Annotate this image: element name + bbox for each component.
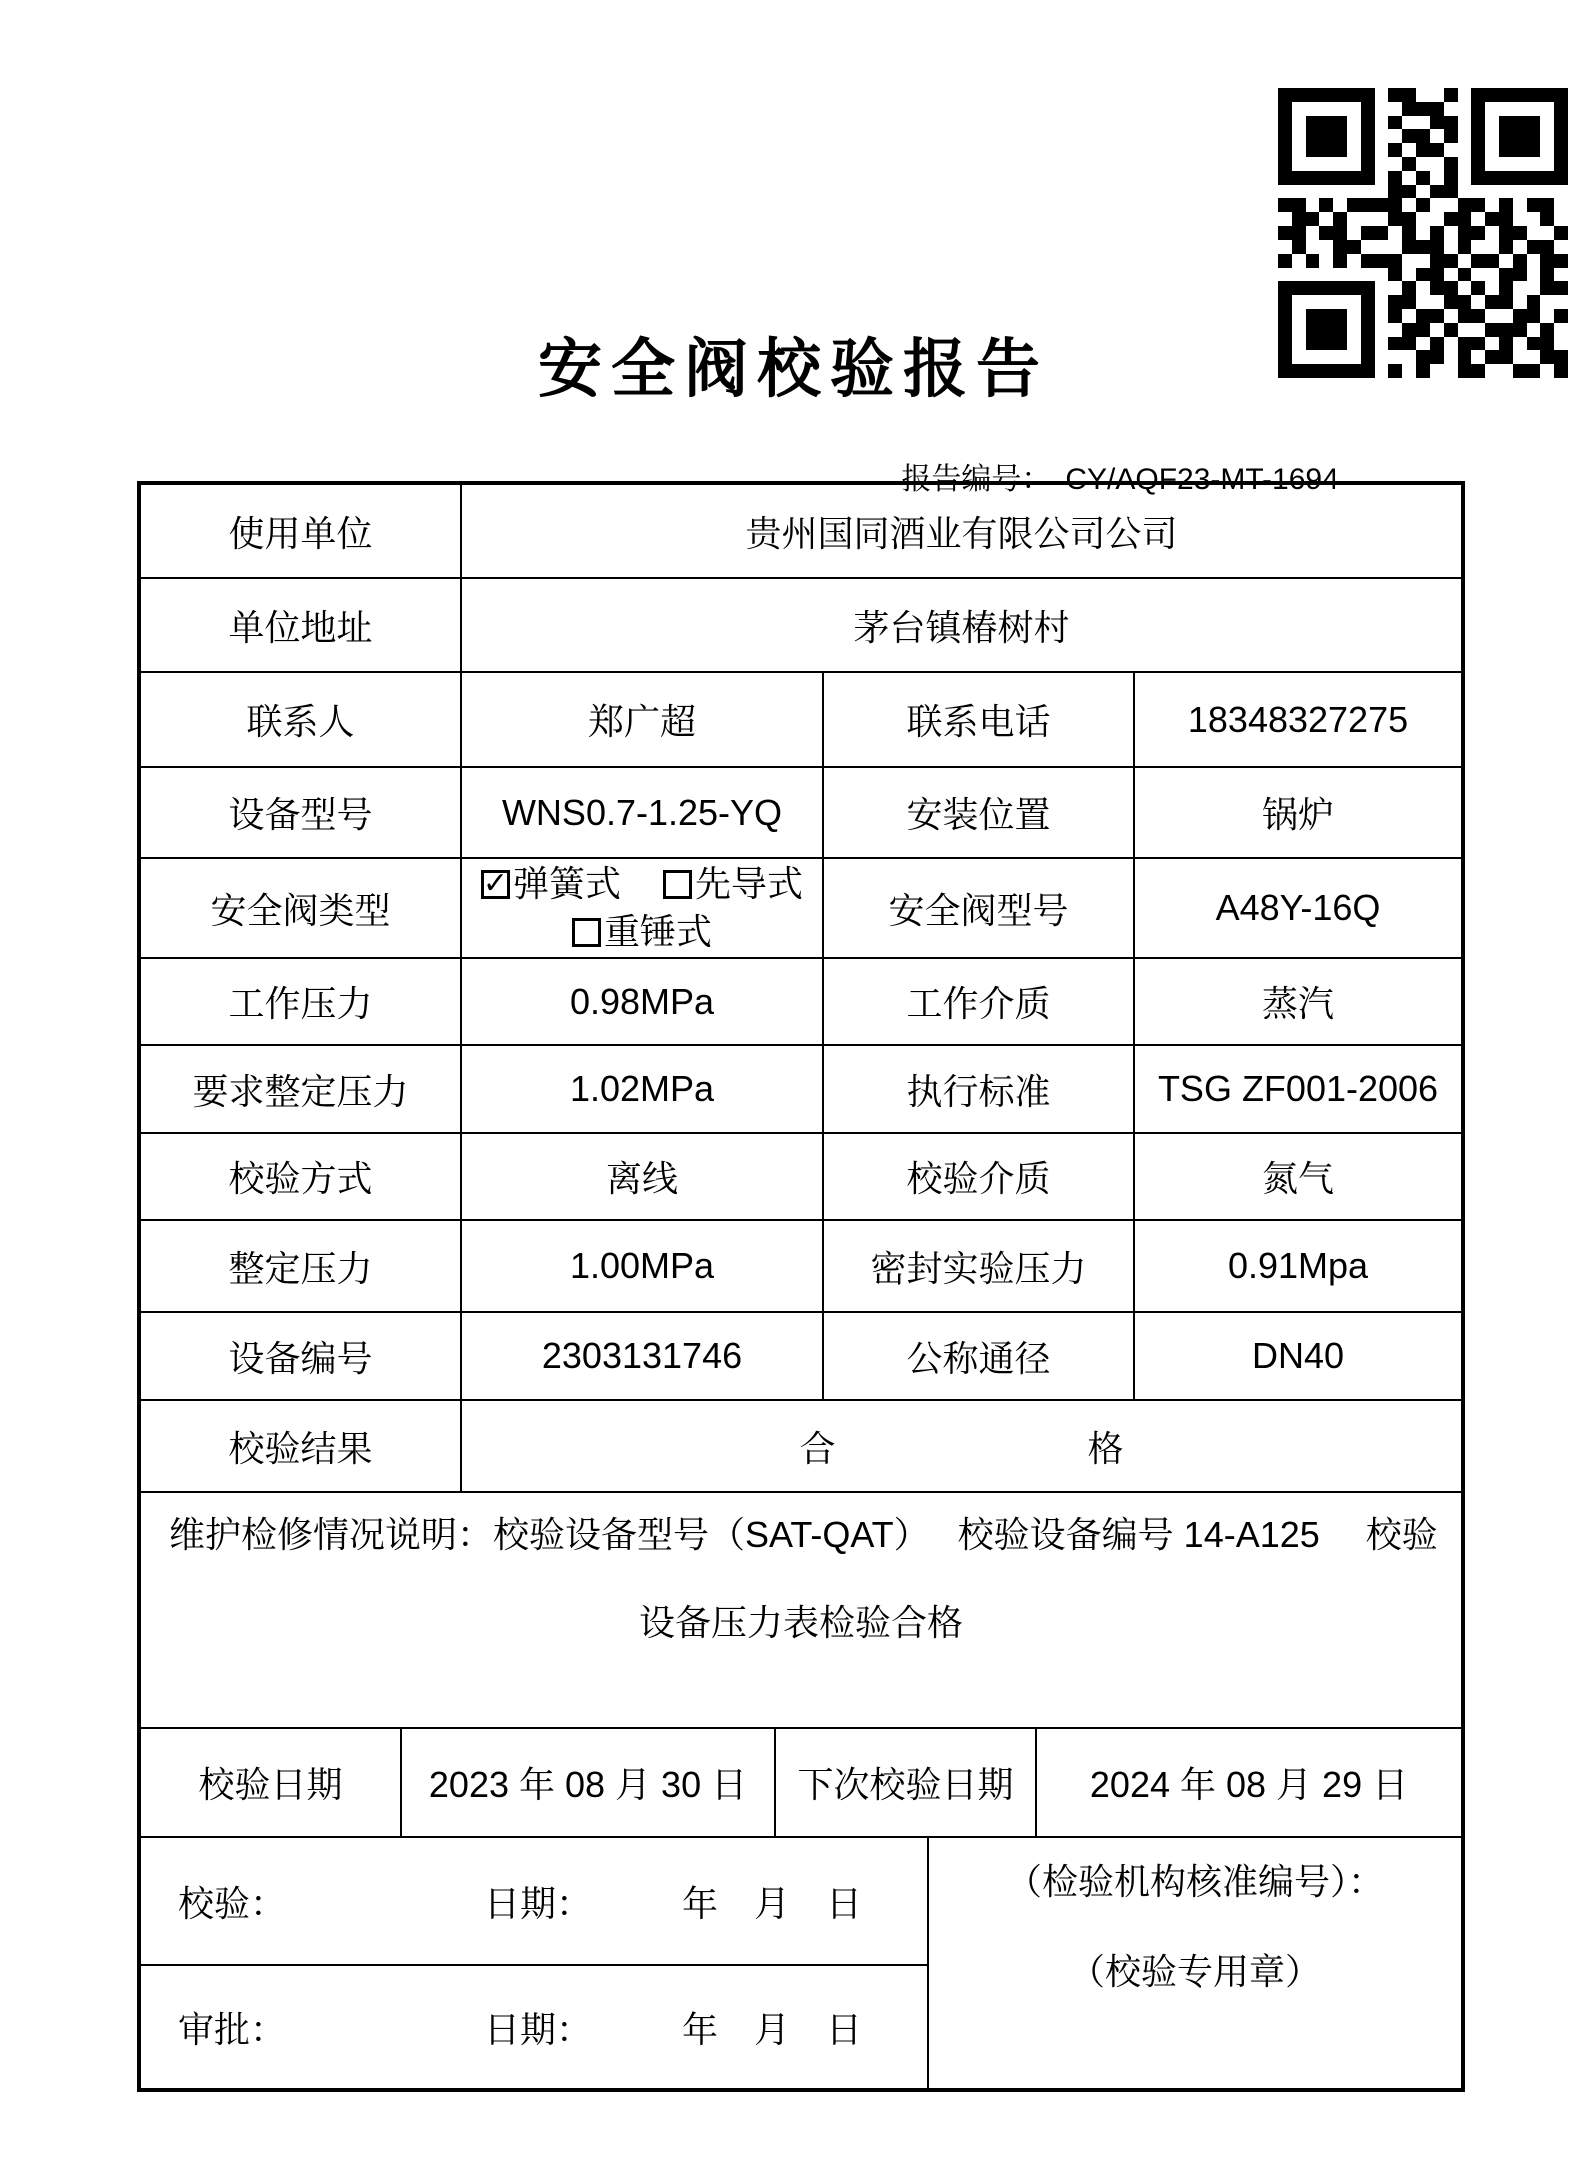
calibration-stamp-label: （校验专用章）: [1068, 1951, 1321, 1992]
report-number-value: CY/AQF23-MT-1694: [1065, 463, 1339, 496]
working-medium-value: 蒸汽: [1133, 959, 1461, 1044]
maintenance-note-line2: 设备压力表检验合格: [638, 1602, 963, 1643]
unit-address-label: 单位地址: [228, 606, 373, 648]
org-stamp-cell: [927, 1838, 1461, 2088]
equipment-model-label: 设备型号: [228, 794, 373, 835]
required-set-pressure-label: 要求整定压力: [192, 1070, 409, 1112]
maintenance-note-cell: [141, 1493, 1461, 1727]
table-row-calibration-result: [141, 1399, 1461, 1491]
table-row-calibration-method: [141, 1132, 1461, 1219]
approver-sign-row: 审批： 日期： 年 月 日: [141, 1964, 927, 2088]
equipment-number-value: 2303131746: [460, 1313, 822, 1399]
valve-model-label: 安全阀型号: [822, 859, 1133, 957]
seal-test-pressure-label: 密封实验压力: [822, 1221, 1133, 1311]
set-pressure-label: 整定压力: [228, 1247, 373, 1289]
next-calibration-date-label: 下次校验日期: [774, 1729, 1035, 1836]
report-title: 安全阀校验报告: [538, 334, 1049, 405]
set-pressure-value: 1.00MPa: [460, 1221, 822, 1311]
install-location-value: 锅炉: [1133, 768, 1461, 857]
table-row-working-pressure: [141, 957, 1461, 1044]
org-approval-number-label: （检验机构核准编号）：: [1005, 1861, 1384, 1902]
table-row-unit-address: [141, 577, 1461, 671]
using-unit-value: 贵州国同酒业有限公司公司: [460, 485, 1461, 577]
valve-type-line2: [572, 908, 712, 956]
signature-column: [141, 1838, 927, 2088]
equipment-model-value: WNS0.7-1.25-YQ: [460, 768, 822, 857]
table-row-equipment-number: [141, 1311, 1461, 1399]
report-table: [137, 481, 1465, 2092]
table-row-using-unit: [141, 485, 1461, 577]
table-row-required-set-pressure: [141, 1044, 1461, 1132]
checkbox-checked-icon: ✓: [482, 867, 509, 900]
table-row-set-pressure: [141, 1219, 1461, 1311]
signature-section: [141, 1836, 1461, 2088]
nominal-diameter-label: 公称通径: [822, 1313, 1133, 1399]
next-calibration-date-value: 2024 年 08 月 29 日: [1035, 1729, 1461, 1836]
calibration-medium-label: 校验介质: [822, 1134, 1133, 1219]
standard-value: TSG ZF001-2006: [1133, 1046, 1461, 1132]
calibration-method-label: 校验方式: [228, 1158, 373, 1199]
option-pilot-label: 先导式: [695, 863, 804, 904]
report-number-label: 报告编号：: [901, 463, 1052, 496]
working-medium-label: 工作介质: [822, 959, 1133, 1044]
table-row-valve-type: [141, 857, 1461, 957]
checkbox-unchecked-icon: [572, 918, 601, 947]
option-weight-label: 重锤式: [603, 911, 712, 952]
calibration-date-label: 校验日期: [198, 1764, 343, 1805]
working-pressure-label: 工作压力: [228, 983, 373, 1024]
table-row-equipment-model: [141, 766, 1461, 857]
calibrator-sign-row: 校验： 日期： 年 月 日: [178, 1882, 863, 1924]
maintenance-note-line1: 维护检修情况说明：校验设备型号（SAT-QAT） 校验设备编号 14-A125 校验: [169, 1514, 1438, 1555]
using-unit-label: 使用单位: [228, 512, 373, 554]
working-pressure-value: 0.98MPa: [460, 959, 822, 1044]
contact-person-value: 郑广超: [460, 673, 822, 766]
required-set-pressure-value: 1.02MPa: [460, 1046, 822, 1132]
nominal-diameter-value: DN40: [1133, 1313, 1461, 1399]
table-row-calibration-date: [141, 1727, 1461, 1836]
checkbox-unchecked-icon: [663, 870, 692, 899]
option-spring-label: 弹簧式: [512, 863, 621, 904]
calibration-medium-value: 氮气: [1133, 1134, 1461, 1219]
valve-type-line1: [481, 860, 803, 908]
valve-type-label: 安全阀类型: [210, 889, 391, 931]
seal-test-pressure-value: 0.91Mpa: [1133, 1221, 1461, 1311]
contact-person-label: 联系人: [246, 701, 355, 742]
install-location-label: 安装位置: [822, 768, 1133, 857]
unit-address-value: 茅台镇椿树村: [460, 579, 1461, 671]
table-row-contact: [141, 671, 1461, 766]
standard-label: 执行标准: [822, 1046, 1133, 1132]
calibration-method-value: 离线: [460, 1134, 822, 1219]
equipment-number-label: 设备编号: [228, 1337, 373, 1379]
contact-phone-label: 联系电话: [822, 673, 1133, 766]
contact-phone-value: 18348327275: [1133, 673, 1461, 766]
calibration-date-value: 2023 年 08 月 30 日: [400, 1729, 774, 1836]
table-row-maintenance-note: [141, 1491, 1461, 1727]
calibration-result-value: 合 格: [460, 1401, 1461, 1491]
valve-model-value: A48Y-16Q: [1133, 859, 1461, 957]
valve-type-options: [460, 859, 822, 957]
calibration-result-label: 校验结果: [228, 1427, 373, 1469]
